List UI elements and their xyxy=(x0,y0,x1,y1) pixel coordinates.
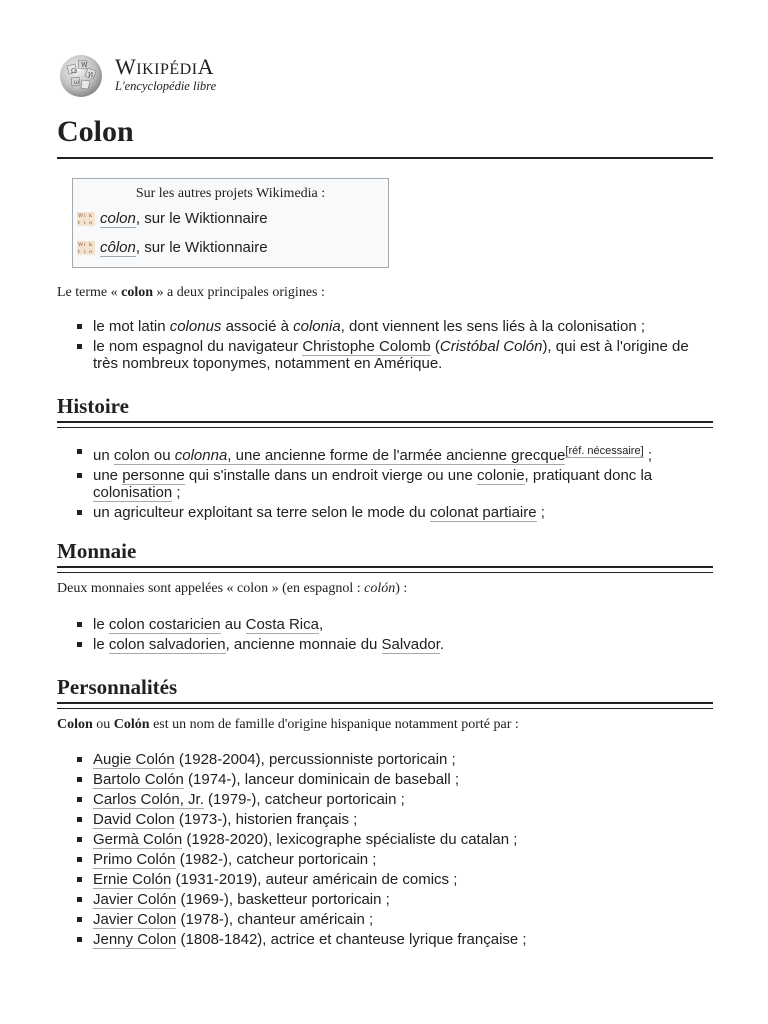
svg-text:k: k xyxy=(89,212,93,219)
list-item xyxy=(57,338,713,372)
text: au xyxy=(220,616,246,633)
sister-item-suffix: , sur le Wiktionnaire xyxy=(135,210,268,227)
svg-text:o: o xyxy=(89,219,93,226)
sister-projects-box xyxy=(72,178,389,268)
text: , xyxy=(318,616,324,633)
link-person[interactable]: Javier Colón xyxy=(93,891,177,908)
text: (1979-), catcheur portoricain ; xyxy=(203,791,405,808)
text: Colón xyxy=(113,717,150,732)
text: (1808-1842), actrice et chanteuse lyrique française ; xyxy=(176,931,527,948)
link-person[interactable]: Carlos Colón, Jr. xyxy=(93,791,204,808)
text: (1982-), catcheur portoricain ; xyxy=(175,851,377,868)
text: colonia xyxy=(293,318,341,335)
text: . xyxy=(439,636,445,653)
personnalites-list xyxy=(57,751,713,948)
title-divider xyxy=(57,157,713,159)
list-item xyxy=(57,616,713,633)
text: ; xyxy=(172,484,181,501)
sister-item-colon xyxy=(77,210,268,227)
text: associé à xyxy=(221,318,294,335)
sister-item-suffix: , sur le Wiktionnaire xyxy=(135,239,268,256)
text: une xyxy=(93,467,123,484)
text: ou xyxy=(92,717,114,732)
histoire-list xyxy=(57,443,713,521)
section-divider xyxy=(57,708,713,709)
text: , pratiquant donc la xyxy=(524,467,653,484)
text: (1931-2019), auteur américain de comics ; xyxy=(171,871,458,888)
svg-text:W: W xyxy=(78,241,84,248)
list-item xyxy=(57,771,713,788)
monnaie-intro xyxy=(57,581,407,597)
svg-text:i: i xyxy=(84,219,86,226)
link-costa-rica[interactable]: Costa Rica xyxy=(245,616,319,633)
wiktionary-icon xyxy=(77,212,95,226)
intro-text: » a deux principales origines : xyxy=(153,285,325,300)
list-item xyxy=(57,467,713,501)
text: ; xyxy=(643,447,652,464)
text: ) : xyxy=(395,581,408,596)
link-person[interactable]: Primo Colón xyxy=(93,851,176,868)
section-heading-histoire: Histoire xyxy=(57,394,129,418)
text: colonna xyxy=(174,447,228,464)
svg-text:W: W xyxy=(81,62,88,69)
text: le xyxy=(93,636,109,653)
list-item xyxy=(57,911,713,928)
site-tagline: L'encyclopédie libre xyxy=(115,79,217,93)
link-person[interactable]: Javier Colon xyxy=(93,911,177,928)
list-item xyxy=(57,831,713,848)
list-item xyxy=(57,891,713,908)
sister-item-colon-circumflex xyxy=(77,239,268,256)
origins-list xyxy=(57,318,713,372)
list-item xyxy=(57,871,713,888)
text: colon ou xyxy=(113,447,175,464)
text: le xyxy=(93,616,109,633)
section-divider xyxy=(57,566,713,568)
link-person[interactable]: Bartolo Colón xyxy=(93,771,184,788)
text: ; xyxy=(536,504,545,521)
svg-text:Ω: Ω xyxy=(71,68,76,75)
link-colonna[interactable] xyxy=(114,447,566,465)
text: , ancienne monnaie du xyxy=(225,636,382,653)
svg-text:i: i xyxy=(84,212,86,219)
svg-text:i: i xyxy=(84,248,86,255)
text: ( xyxy=(430,338,440,355)
link-colonie[interactable]: colonie xyxy=(477,467,525,484)
text: (1928-2004), percussionniste portoricain ; xyxy=(174,751,456,768)
link-wiktionary-colon[interactable]: colon xyxy=(100,210,136,227)
list-item xyxy=(57,504,713,521)
text: qui s'installe dans un endroit vierge ou une xyxy=(184,467,477,484)
section-divider xyxy=(57,427,713,428)
list-item xyxy=(57,751,713,768)
svg-text:t: t xyxy=(78,219,81,226)
text: , dont viennent les sens liés à la colonisation ; xyxy=(340,318,646,335)
svg-text:o: o xyxy=(89,248,93,255)
section-heading-monnaie: Monnaie xyxy=(57,539,137,563)
section-divider xyxy=(57,702,713,704)
svg-text:i: i xyxy=(84,241,86,248)
link-person[interactable]: Jenny Colon xyxy=(93,931,177,948)
link-personne[interactable]: personne xyxy=(122,467,185,484)
svg-text:t: t xyxy=(78,248,81,255)
svg-text:k: k xyxy=(89,241,93,248)
site-name[interactable]: WIKIPÉDIA xyxy=(115,54,214,79)
link-person[interactable]: Ernie Colón xyxy=(93,871,172,888)
text: (1928-2020), lexicographe spécialiste du catalan ; xyxy=(182,831,518,848)
section-divider xyxy=(57,572,713,573)
svg-text:W: W xyxy=(78,212,84,219)
wiktionary-icon xyxy=(77,241,95,255)
text: colonus xyxy=(169,318,222,335)
text: Deux monnaies sont appelées « colon » (en espagnol : xyxy=(57,581,365,596)
section-divider xyxy=(57,421,713,423)
text: colón xyxy=(364,581,396,596)
svg-text:ω: ω xyxy=(74,79,79,86)
text: Colon xyxy=(57,717,93,732)
sister-projects-heading: Sur les autres projets Wikimedia : xyxy=(135,186,326,201)
wikipedia-globe-logo[interactable] xyxy=(57,54,105,98)
text: [réf. nécessaire] xyxy=(565,445,644,457)
text: (1969-), basketteur portoricain ; xyxy=(176,891,390,908)
list-item xyxy=(57,931,713,948)
list-item xyxy=(57,318,713,335)
personnalites-intro xyxy=(57,717,519,733)
link-person[interactable]: David Colon xyxy=(93,811,175,828)
svg-text:И: И xyxy=(88,72,94,79)
link-colon-salvadorien[interactable]: colon salvadorien xyxy=(108,636,226,653)
intro-text: Le terme « xyxy=(57,285,122,300)
link-colon-costaricien[interactable]: colon costaricien xyxy=(108,616,221,633)
link-person[interactable]: Germà Colón xyxy=(93,831,183,848)
section-heading-personnalites: Personnalités xyxy=(57,675,178,699)
text: le nom espagnol du navigateur xyxy=(93,338,303,355)
list-item xyxy=(57,851,713,868)
intro-paragraph xyxy=(57,285,325,301)
link-colonat-partiaire[interactable]: colonat partiaire xyxy=(429,504,537,521)
text: (1973-), historien français ; xyxy=(174,811,358,828)
page-title: Colon xyxy=(57,115,134,148)
text: un agriculteur exploitant sa terre selon le mode du xyxy=(93,504,430,521)
intro-term: colon xyxy=(121,285,154,300)
link-christophe-colomb[interactable]: Christophe Colomb xyxy=(302,338,431,355)
text: (1978-), chanteur américain ; xyxy=(176,911,374,928)
list-item xyxy=(57,791,713,808)
text: est un nom de famille d'origine hispanique notamment porté par : xyxy=(149,717,519,732)
list-item xyxy=(57,811,713,828)
list-item xyxy=(57,636,713,653)
link-salvador[interactable]: Salvador xyxy=(381,636,440,653)
link-wiktionary-colon-circumflex[interactable]: côlon xyxy=(100,239,136,256)
link-person[interactable]: Augie Colón xyxy=(93,751,175,768)
text: un xyxy=(93,447,114,464)
citation-needed[interactable] xyxy=(565,445,643,458)
link-colonisation[interactable]: colonisation xyxy=(93,484,173,501)
text: le mot latin xyxy=(93,318,170,335)
text: (1974-), lanceur dominicain de baseball ; xyxy=(183,771,460,788)
monnaie-list xyxy=(57,616,713,653)
text: Cristóbal Colón xyxy=(439,338,543,355)
text: ), qui est à l'origine de très nombreux toponymes, notamment en Amérique. xyxy=(93,338,689,372)
text: , une ancienne forme de l'armée ancienne grecque xyxy=(227,447,566,464)
list-item xyxy=(57,443,713,464)
